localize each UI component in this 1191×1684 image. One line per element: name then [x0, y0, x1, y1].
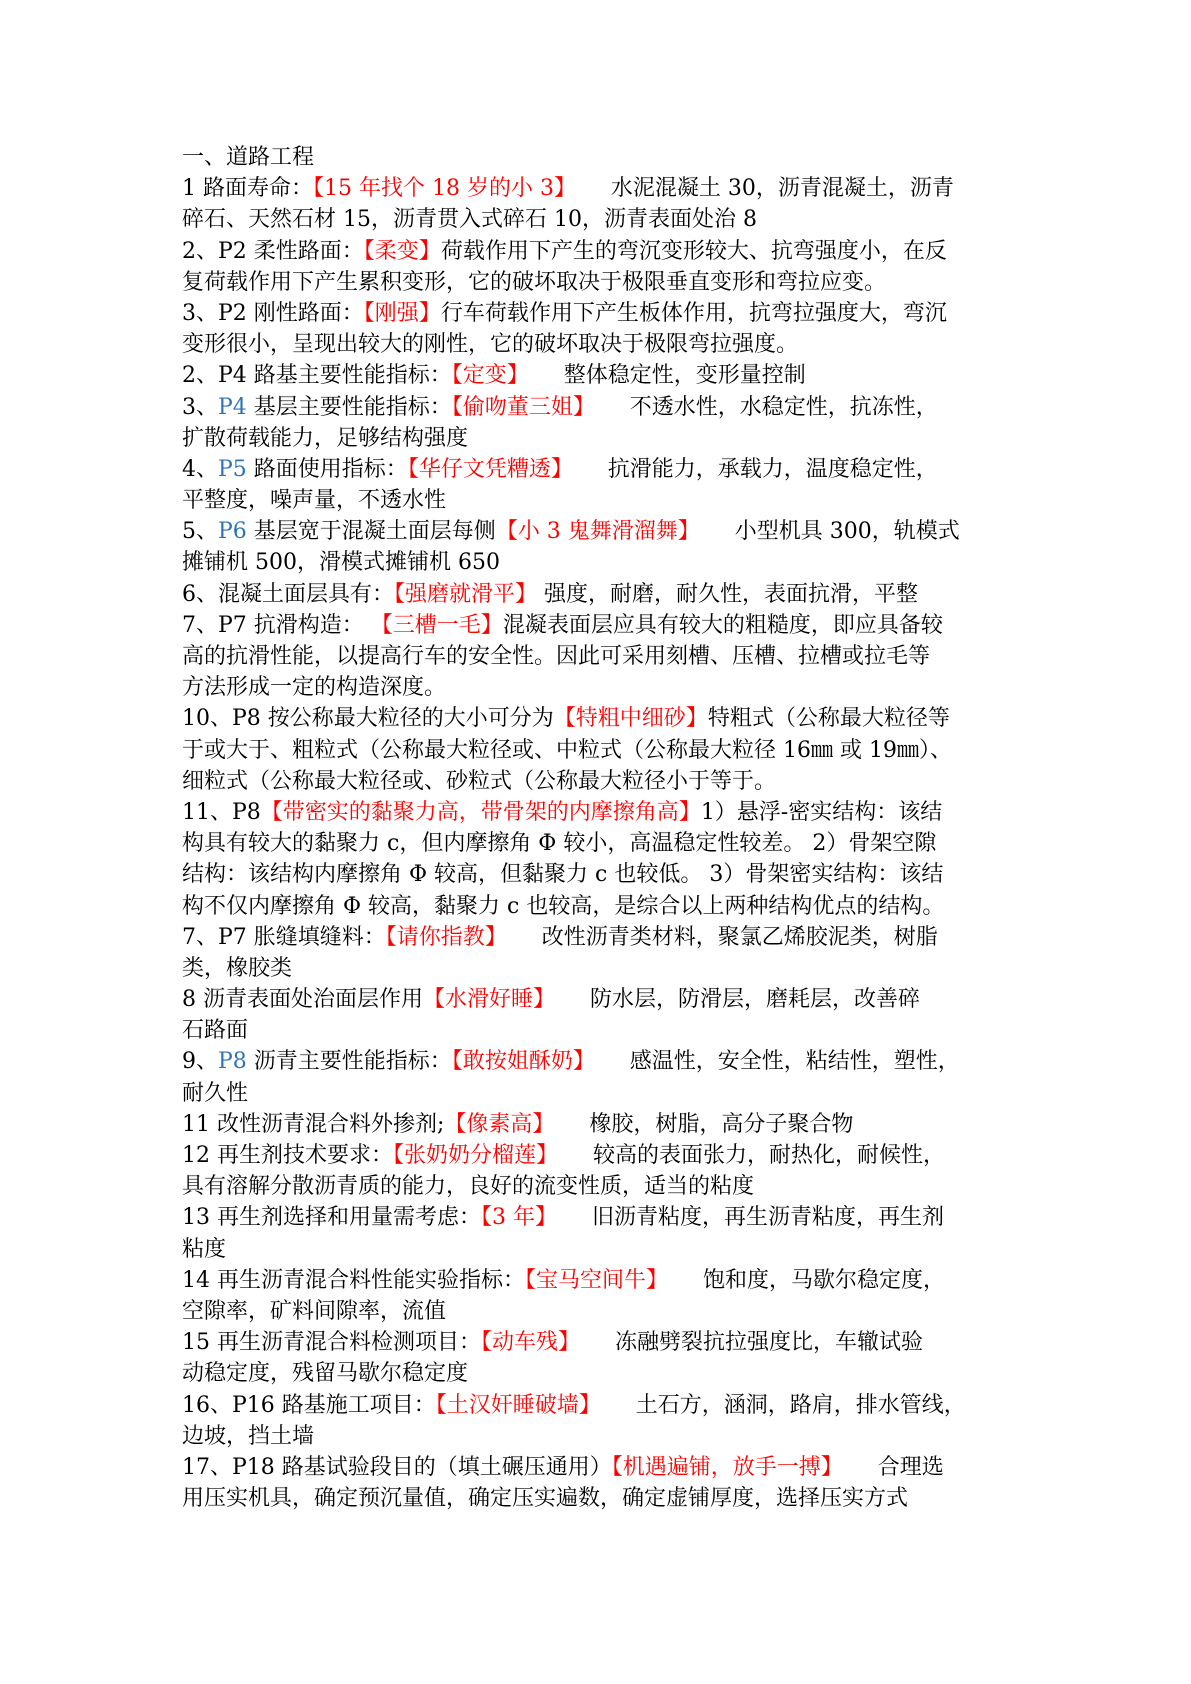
- text-segment: 强度，耐磨，耐久性，表面抗滑，平整: [537, 581, 919, 607]
- mnemonic-phrase: 【定变】: [451, 363, 529, 389]
- text-segment: 6、混凝土面层具有：: [182, 581, 394, 607]
- text-line: [182, 1046, 1022, 1077]
- text-segment: 具有溶解分散沥青质的能力，良好的流变性质，适当的粘度: [182, 1174, 755, 1200]
- text-segment: 荷载作用下产生的弯沉变形较大、抗弯强度小，在反: [440, 238, 947, 264]
- text-line: [182, 516, 1022, 547]
- text-line: [182, 392, 1022, 423]
- text-line: [182, 797, 1022, 828]
- text-segment: 土石方，涵洞，路肩，排水管线，: [600, 1392, 966, 1418]
- text-line: [182, 1327, 1022, 1358]
- text-line: [182, 735, 1022, 766]
- text-segment: 复荷载作用下产生累积变形，它的破坏取决于极限垂直变形和弯拉应变。: [182, 269, 887, 295]
- text-segment: 混凝表面层应具有较大的粗糙度，即应具备较: [502, 612, 943, 638]
- mnemonic-phrase: 【15 年找个 18 岁的小 3】: [313, 176, 576, 202]
- text-line: [182, 1265, 1022, 1296]
- text-line: [182, 1202, 1022, 1233]
- text-line: [182, 828, 1022, 859]
- text-segment: 构具有较大的黏聚力 c，但内摩擦角 Φ 较小，高温稳定性较差。 2）骨架空隙: [182, 831, 937, 857]
- text-line: [182, 891, 1022, 922]
- text-segment: 基层宽于混凝土面层每侧: [246, 519, 496, 545]
- text-segment: 变形很小，呈现出较大的刚性，它的破坏取决于极限弯拉强度。: [182, 332, 799, 358]
- text-segment: 平整度，噪声量，不透水性: [182, 488, 447, 514]
- text-line: [182, 267, 1022, 298]
- text-segment: 粘度: [182, 1236, 227, 1262]
- text-segment: 整体稳定性，变形量控制: [528, 363, 806, 389]
- text-segment: 结构：该结构内摩擦角 Φ 较高，但黏聚力 c 也较低。 3）骨架密实结构：该结: [182, 862, 944, 888]
- mnemonic-phrase: 【3 年】: [481, 1205, 557, 1231]
- text-segment: 3、: [182, 394, 218, 420]
- text-line: [182, 1390, 1022, 1421]
- text-line: [182, 423, 1022, 454]
- text-segment: 一、道路工程: [182, 145, 315, 170]
- text-line: [182, 1078, 1022, 1109]
- mnemonic-phrase: 【带密实的黏聚力高，带骨架的内摩擦角高】: [260, 799, 701, 825]
- text-line: [182, 485, 1022, 516]
- text-line: [182, 703, 1022, 734]
- text-segment: 10、P8 按公称最大粒径的大小可分为: [182, 706, 554, 732]
- text-line: [182, 1015, 1022, 1046]
- text-segment: 于或大于、粗粒式（公称最大粒径或、中粒式（公称最大粒径 16㎜ 或 19㎜）、: [182, 737, 952, 763]
- text-line: [182, 641, 1022, 672]
- text-segment: 动稳定度，残留马歇尔稳定度: [182, 1361, 469, 1387]
- text-segment: 抗滑能力，承载力，温度稳定性，: [572, 456, 938, 482]
- text-line: [182, 579, 1022, 610]
- mnemonic-phrase: 【特粗中细砂】: [553, 706, 708, 732]
- text-line: [182, 1358, 1022, 1389]
- text-segment: 冻融劈裂抗拉强度比，车辙试验: [580, 1330, 923, 1356]
- section-heading: [182, 142, 1022, 173]
- text-line: [182, 547, 1022, 578]
- text-segment: 9、: [182, 1049, 218, 1075]
- text-line: [182, 953, 1022, 984]
- text-segment: 改性沥青类材料，聚氯乙烯胶泥类，树脂: [506, 924, 938, 950]
- text-segment: 水泥混凝土 30，沥青混凝土，沥青: [575, 176, 954, 202]
- text-segment: 15 再生沥青混合料检测项目：: [182, 1330, 481, 1356]
- text-segment: 沥青主要性能指标：: [246, 1049, 452, 1075]
- text-line: [182, 173, 1022, 204]
- text-segment: 17、P18 路基试验段目的（填土碾压通用）: [182, 1454, 612, 1480]
- mnemonic-phrase: 【请你指教】: [385, 924, 507, 950]
- text-line: [182, 1421, 1022, 1452]
- mnemonic-phrase: 【柔变】: [363, 238, 441, 264]
- text-segment: 细粒式（公称最大粒径或、砂粒式（公称最大粒径小于等于。: [182, 768, 777, 794]
- text-line: [182, 236, 1022, 267]
- text-segment: 7、P7 抗滑构造：: [182, 612, 371, 638]
- text-segment: 用压实机具，确定预沉量值，确定压实遍数，确定虚铺厚度，选择压实方式: [182, 1486, 909, 1512]
- text-line: [182, 298, 1022, 329]
- text-line: [182, 329, 1022, 360]
- text-line: [182, 766, 1022, 797]
- text-segment: 空隙率，矿料间隙率，流值: [182, 1298, 447, 1324]
- page-reference: P6: [218, 519, 247, 545]
- text-segment: 碎石、天然石材 15，沥青贯入式碎石 10，沥青表面处治 8: [182, 207, 757, 233]
- mnemonic-phrase: 【敢按姐酥奶】: [451, 1049, 595, 1075]
- text-segment: 3、P2 刚性路面：: [182, 300, 364, 326]
- text-line: [182, 1483, 1022, 1514]
- page-reference: P8: [218, 1049, 247, 1075]
- mnemonic-phrase: 【宝马空间牛】: [525, 1267, 669, 1293]
- text-segment: 7、P7 胀缝填缝料：: [182, 924, 386, 950]
- page-reference: P5: [218, 456, 247, 482]
- mnemonic-phrase: 【三槽一毛】: [370, 612, 503, 638]
- text-line: [182, 1452, 1022, 1483]
- text-segment: 11、P8: [182, 799, 261, 825]
- text-segment: 边坡，挡土墙: [182, 1423, 315, 1449]
- text-segment: 13 再生剂选择和用量需考虑：: [182, 1205, 481, 1231]
- text-line: [182, 204, 1022, 235]
- document-body: [182, 142, 1022, 1514]
- text-segment: 高的抗滑性能，以提高行车的安全性。因此可采用刻槽、压槽、拉槽或拉毛等: [182, 644, 931, 669]
- mnemonic-phrase: 【动车残】: [481, 1330, 581, 1356]
- text-line: [182, 672, 1022, 703]
- text-segment: 合理选: [842, 1454, 944, 1480]
- mnemonic-phrase: 【小 3 鬼舞滑溜舞】: [495, 519, 700, 545]
- mnemonic-phrase: 【水滑好睡】: [423, 987, 556, 1013]
- text-segment: 类，橡胶类: [182, 955, 293, 981]
- text-line: [182, 1171, 1022, 1202]
- text-segment: 基层主要性能指标：: [246, 394, 452, 420]
- text-line: [182, 984, 1022, 1015]
- text-line: [182, 859, 1022, 890]
- mnemonic-phrase: 【强磨就滑平】: [394, 581, 538, 607]
- mnemonic-phrase: 【张奶奶分榴莲】: [393, 1143, 559, 1168]
- text-segment: 防水层，防滑层，磨耗层，改善碎: [555, 987, 920, 1013]
- text-segment: 16、P16 路基施工项目：: [182, 1392, 436, 1418]
- text-segment: 路面使用指标：: [246, 456, 408, 482]
- text-line: [182, 1296, 1022, 1327]
- text-segment: 4、: [182, 456, 218, 482]
- text-segment: 8 沥青表面处治面层作用: [182, 987, 423, 1013]
- text-segment: 方法形成一定的构造深度。: [182, 675, 447, 701]
- text-line: [182, 454, 1022, 485]
- mnemonic-phrase: 【刚强】: [363, 300, 441, 326]
- text-segment: 14 再生沥青混合料性能实验指标：: [182, 1267, 525, 1293]
- text-segment: 1）悬浮-密实结构：该结: [700, 799, 943, 825]
- text-segment: 1 路面寿命：: [182, 176, 313, 202]
- text-segment: 构不仅内摩擦角 Φ 较高，黏聚力 c 也较高，是综合以上两种结构优点的结构。: [182, 893, 945, 919]
- page-reference: P4: [218, 394, 247, 420]
- text-segment: 较高的表面张力，耐热化，耐候性，: [558, 1143, 945, 1168]
- text-segment: 旧沥青粘度，再生沥青粘度，再生剂: [557, 1205, 944, 1231]
- text-segment: 耐久性: [182, 1080, 249, 1106]
- text-segment: 感温性，安全性，粘结性，塑性，: [594, 1049, 960, 1075]
- text-segment: 12 再生剂技术要求：: [182, 1143, 393, 1168]
- text-segment: 饱和度，马歇尔稳定度，: [668, 1267, 945, 1293]
- mnemonic-phrase: 【偷吻董三姐】: [451, 394, 595, 420]
- mnemonic-phrase: 【土汉奸睡破墙】: [435, 1392, 601, 1418]
- text-segment: 2、P4 路基主要性能指标：: [182, 363, 452, 389]
- text-line: [182, 610, 1022, 641]
- text-segment: 行车荷载作用下产生板体作用，抗弯拉强度大，弯沉: [440, 300, 947, 326]
- text-line: [182, 1109, 1022, 1140]
- text-segment: 石路面: [182, 1018, 249, 1044]
- text-segment: 橡胶，树脂，高分子聚合物: [554, 1111, 854, 1137]
- text-segment: 11 改性沥青混合料外掺剂;: [182, 1111, 445, 1137]
- text-line: [182, 360, 1022, 391]
- text-segment: 摊铺机 500，滑模式摊铺机 650: [182, 550, 500, 576]
- mnemonic-phrase: 【华仔文凭糟透】: [407, 456, 573, 482]
- text-segment: 小型机具 300，轨模式: [699, 519, 960, 545]
- text-segment: 扩散荷载能力，足够结构强度: [182, 425, 469, 451]
- mnemonic-phrase: 【机遇遍铺，放手一搏】: [611, 1454, 843, 1480]
- text-segment: 特粗式（公称最大粒径等: [707, 706, 950, 732]
- text-line: [182, 1234, 1022, 1265]
- text-segment: 不透水性，水稳定性，抗冻性，: [594, 394, 938, 420]
- text-segment: 5、: [182, 519, 218, 545]
- text-segment: 2、P2 柔性路面：: [182, 238, 364, 264]
- mnemonic-phrase: 【像素高】: [444, 1111, 555, 1137]
- text-line: [182, 922, 1022, 953]
- text-line: [182, 1140, 1022, 1171]
